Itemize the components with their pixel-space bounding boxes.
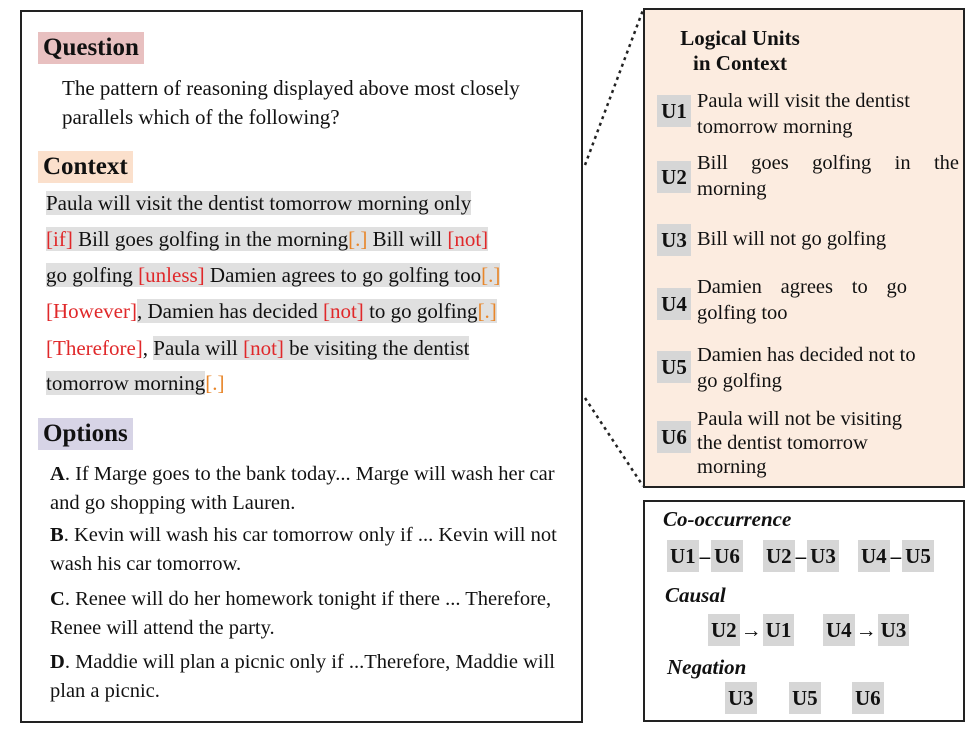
unit-chip: U1: [667, 540, 699, 572]
pair-separator: –: [699, 544, 711, 568]
keyword-if: [if]: [46, 227, 73, 251]
unit-chip: U2: [763, 540, 795, 572]
unit-badge-u4: U4: [657, 288, 691, 320]
co-occurrence-pair-u1-u6: [667, 540, 743, 572]
context-line-6: [46, 369, 224, 397]
context-line-2: [46, 225, 488, 253]
unit-text-u3: Bill will not go golfing: [697, 228, 887, 250]
unit-chip: U3: [807, 540, 839, 572]
option-text: . If Marge goes to the bank today... Marge will wash her car and go shopping with Lauren.: [50, 463, 555, 514]
pair-separator: –: [795, 544, 807, 568]
pair-separator: –: [890, 544, 902, 568]
keyword-not: [not]: [322, 299, 364, 323]
option-d: [50, 648, 560, 706]
logical-units-panel: [643, 8, 965, 488]
relations-panel: [643, 500, 965, 722]
context-unit-u1: Paula will visit the dentist tomorrow morning only: [46, 191, 472, 215]
co-occurrence-pair-u2-u3: [763, 540, 839, 572]
arrow-icon: →: [740, 618, 762, 642]
option-text: . Maddie will plan a picnic only if ...Therefore, Maddie will plan a picnic.: [50, 651, 555, 702]
unit-badge-u3: U3: [657, 224, 691, 256]
unit-badge-u1: U1: [657, 95, 691, 127]
unit-chip: U4: [823, 614, 855, 646]
negation-title: Negation: [667, 655, 747, 679]
unit-badge-u2: U2: [657, 161, 691, 193]
context-unit-u4: Damien agrees to go golfing too: [204, 263, 482, 287]
unit-chip: U6: [852, 682, 884, 714]
option-a: [50, 460, 560, 518]
unit-badge-u5: U5: [657, 351, 691, 383]
unit-text-u2: Bill goes golfing in the morning: [697, 152, 959, 200]
option-text: . Kevin will wash his car tomorrow only if ... Kevin will not wash his car tomorrow.: [50, 524, 557, 575]
option-text: . Renee will do her homework tonight if there ... Therefore, Renee will attend the party.: [50, 588, 552, 639]
question-text: The pattern of reasoning displayed above most closely parallels which of the following?: [62, 76, 520, 129]
unit-text-u5: Damien has decided not to go golfing: [697, 344, 916, 392]
unit-chip: U2: [708, 614, 740, 646]
logical-units-title-line1: Logical Units: [680, 26, 800, 50]
unit-chip: U5: [789, 682, 821, 714]
keyword-not: [not]: [243, 336, 284, 360]
co-occurrence-pair-u4-u5: [858, 540, 934, 572]
options-heading: Options: [38, 418, 133, 450]
punct-period: [.]: [205, 371, 225, 395]
context-line-4: [46, 297, 497, 325]
option-letter: C: [50, 588, 65, 610]
context-unit-u5-end: to go golfing: [363, 299, 478, 323]
unit-badge-u6: U6: [657, 421, 691, 453]
negation-unit-u3: [725, 682, 757, 714]
unit-chip: U6: [711, 540, 743, 572]
context-unit-u6-start: Paula will: [153, 336, 244, 360]
context-line-1: [46, 189, 471, 217]
co-occurrence-title: Co-occurrence: [663, 507, 792, 531]
context-unit-u3-start: Bill will: [367, 227, 448, 251]
negation-unit-u6: [852, 682, 884, 714]
option-letter: D: [50, 651, 65, 673]
comma: ,: [142, 336, 154, 360]
unit-chip: U5: [902, 540, 934, 572]
causal-pair-u4-u3: [823, 614, 909, 646]
punct-period: [.]: [481, 263, 501, 287]
unit-text-u1: Paula will visit the dentist tomorrow morning: [697, 90, 910, 138]
option-c: [50, 585, 560, 643]
context-heading: Context: [38, 151, 133, 183]
punct-period: [.]: [477, 299, 497, 323]
keyword-therefore: [Therefore]: [46, 336, 143, 360]
keyword-unless: [unless]: [138, 263, 205, 287]
context-unit-u3-end: go golfing: [46, 263, 139, 287]
option-letter: A: [50, 463, 65, 485]
negation-unit-u5: [789, 682, 821, 714]
context-unit-u5-start: , Damien has decided: [136, 299, 323, 323]
context-unit-u2: Bill goes golfing in the morning: [72, 227, 349, 251]
example-panel: [20, 10, 583, 723]
arrow-icon: →: [855, 618, 877, 642]
keyword-however: [However]: [46, 299, 137, 323]
option-letter: B: [50, 524, 64, 546]
unit-chip: U3: [725, 682, 757, 714]
unit-chip: U3: [878, 614, 910, 646]
question-heading: Question: [38, 32, 144, 64]
logical-units-title-line2: in Context: [693, 51, 787, 75]
causal-title: Causal: [665, 583, 726, 607]
punct-period: [.]: [348, 227, 368, 251]
causal-pair-u2-u1: [708, 614, 794, 646]
context-line-3: [46, 261, 500, 289]
context-unit-u6-end: tomorrow morning: [46, 371, 206, 395]
option-b: [50, 521, 560, 579]
unit-text-u4: Damien agrees to go golfing too: [697, 276, 907, 324]
unit-text-u6: Paula will not be visiting the dentist tomorrow morning: [697, 408, 902, 478]
unit-chip: U4: [858, 540, 890, 572]
logical-units-title: [645, 26, 835, 76]
unit-chip: U1: [763, 614, 795, 646]
keyword-not: [not]: [447, 227, 489, 251]
context-unit-u6-mid: be visiting the dentist: [283, 336, 470, 360]
context-line-5: [46, 334, 469, 362]
